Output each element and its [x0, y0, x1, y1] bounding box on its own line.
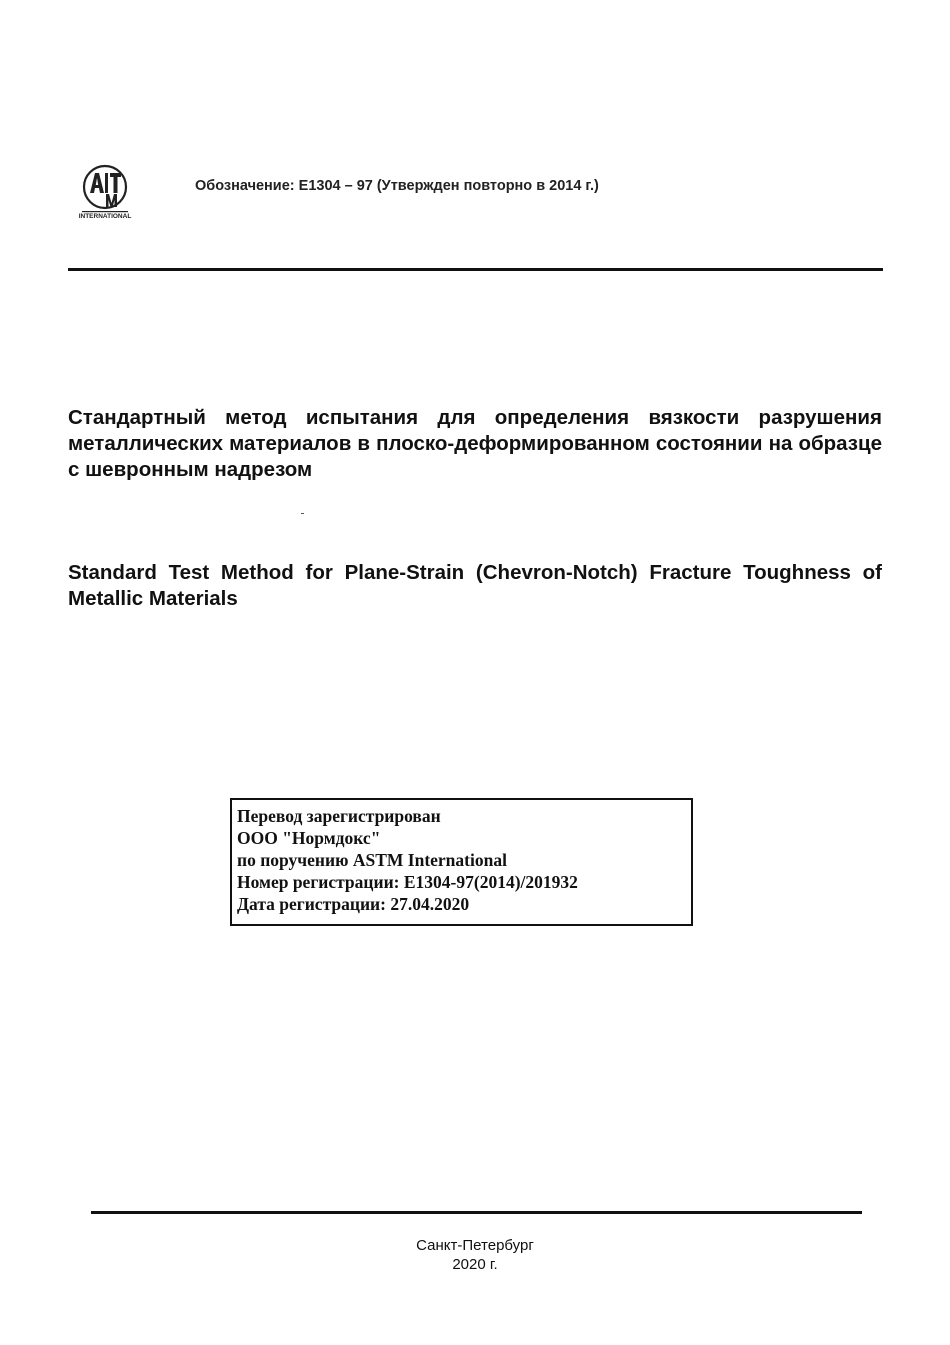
- astm-logo-graphic: [78, 163, 132, 221]
- registration-lines: [232, 805, 578, 915]
- stray-mark: [301, 513, 304, 514]
- header-divider: [68, 268, 883, 271]
- title-english: Standard Test Method for Plane-Strain (Chevron-Notch) Fracture Toughness of Metallic Materials: [68, 561, 882, 610]
- footer-divider: [91, 1211, 862, 1214]
- footer-year: 2020 г.: [452, 1256, 498, 1273]
- registration-date: Дата регистрации: 27.04.2020: [237, 894, 470, 914]
- astm-logo: [78, 163, 132, 221]
- registration-line: по поручению ASTM International: [237, 850, 507, 870]
- standard-designation: Обозначение: E1304 – 97 (Утвержден повторно в 2014 г.): [195, 178, 599, 194]
- footer-imprint: [0, 1236, 950, 1274]
- registration-line: ООО "Нормдокс": [237, 828, 381, 848]
- title-russian: Стандартный метод испытания для определения вязкости разрушения металлических материалов в плоско-деформированном состоянии на образце с шевронным надрезом: [68, 406, 882, 481]
- registration-box: [230, 798, 693, 926]
- registration-line: Перевод зарегистрирован: [237, 806, 441, 826]
- svg-text:INTERNATIONAL: INTERNATIONAL: [78, 213, 132, 220]
- footer-city: Санкт-Петербург: [416, 1237, 534, 1254]
- registration-number: Номер регистрации: E1304-97(2014)/201932: [237, 872, 578, 892]
